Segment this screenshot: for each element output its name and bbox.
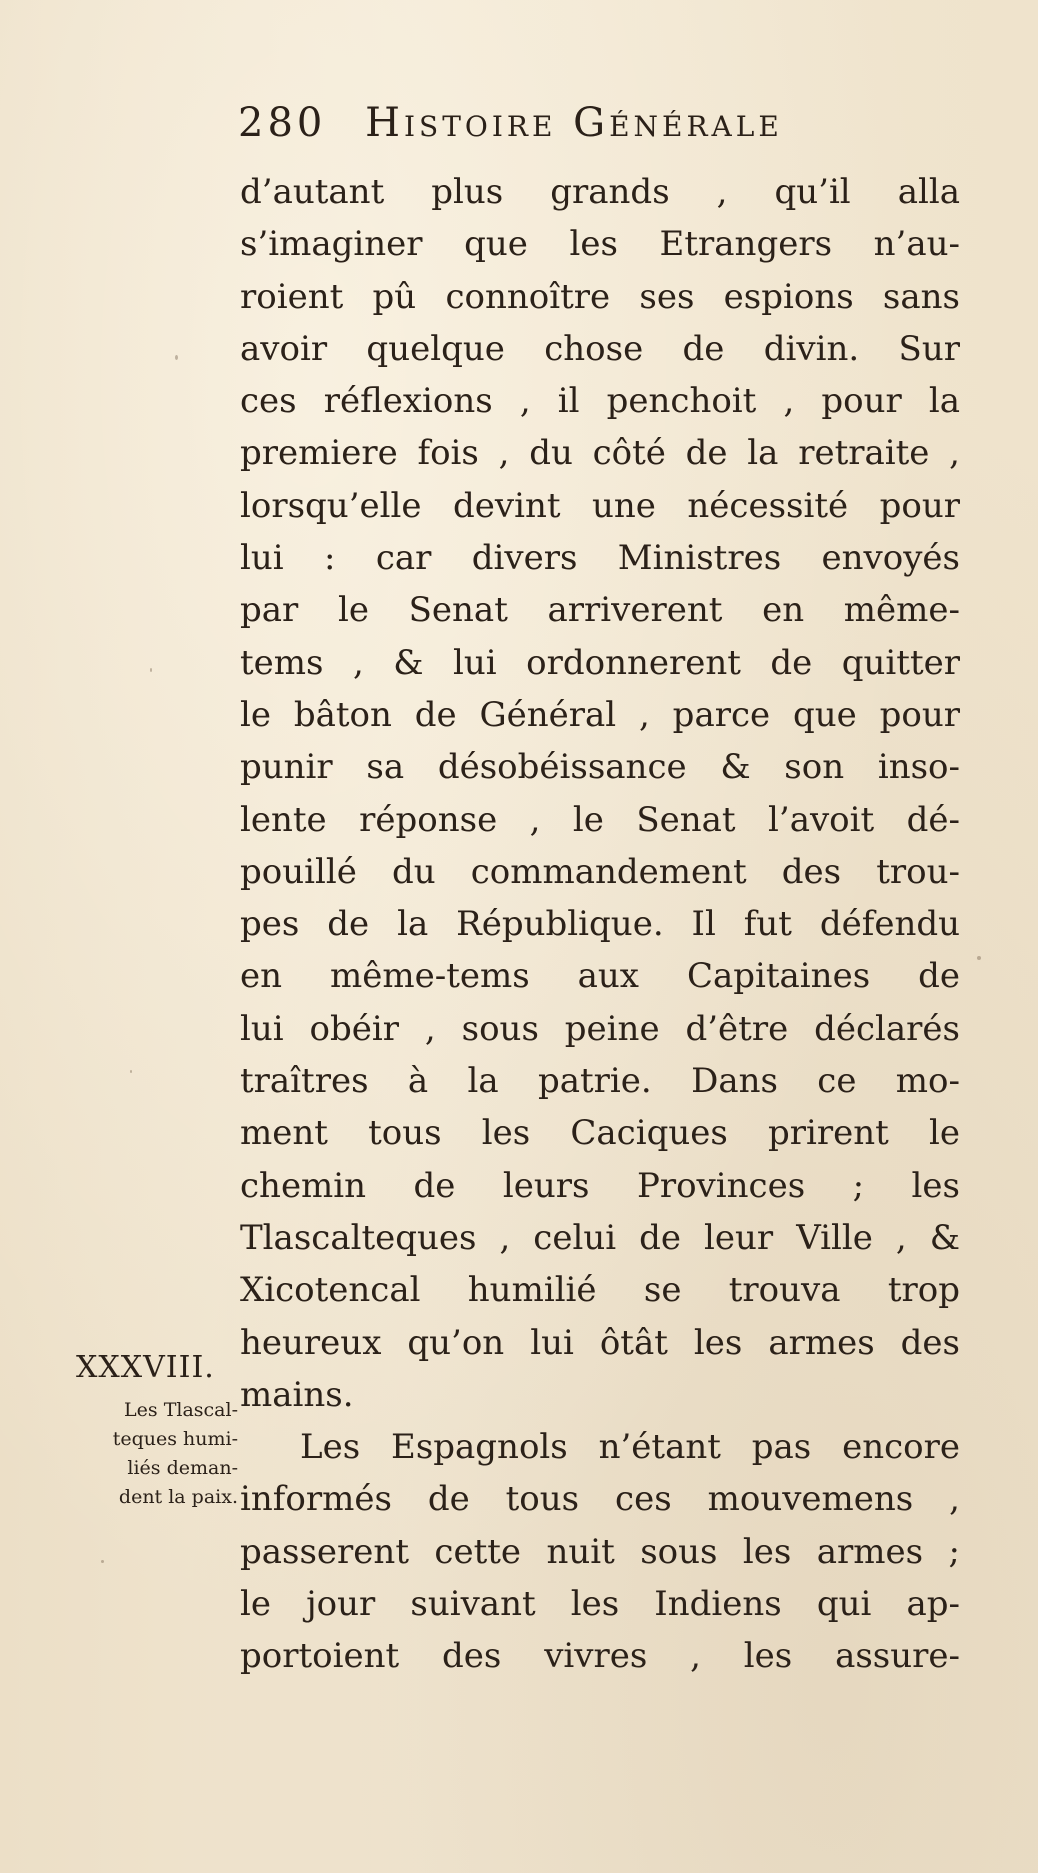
text-line: lui : car divers Ministres envoyés xyxy=(240,538,960,579)
paper-speck xyxy=(150,668,152,672)
paper-speck xyxy=(101,1560,104,1563)
text-line: portoient des vivres , les assure- xyxy=(240,1636,960,1677)
margin-note-line: liés deman- xyxy=(127,1457,238,1479)
text-line: informés de tous ces mouvemens , xyxy=(240,1479,960,1520)
book-title: Histoire Générale xyxy=(365,100,783,146)
page-number: 280 xyxy=(238,100,327,146)
text-line: heureux qu’on lui ôtât les armes des xyxy=(240,1322,960,1363)
text-line: tems , & lui ordonnerent de quitter xyxy=(240,642,960,683)
text-line: premiere fois , du côté de la retraite , xyxy=(240,433,960,474)
text-line: en même-tems aux Capitaines de xyxy=(240,956,960,997)
main-text-block xyxy=(240,166,960,1683)
text-line: d’autant plus grands , qu’il alla xyxy=(240,172,960,212)
text-line: avoir quelque chose de divin. Sur xyxy=(240,328,960,369)
paper-speck xyxy=(977,956,981,960)
text-line: Xicotencal humilié se trouva trop xyxy=(240,1270,960,1311)
text-line: lente réponse , le Senat l’avoit dé- xyxy=(240,799,960,840)
text-line: par le Senat arriverent en même- xyxy=(240,590,960,631)
text-line: lui obéir , sous peine d’être déclarés xyxy=(240,1008,960,1049)
text-line: Tlascalteques , celui de leur Ville , & xyxy=(240,1217,960,1258)
text-line: ment tous les Caciques prirent le xyxy=(240,1113,960,1154)
section-number: XXXVIII. xyxy=(76,1350,215,1385)
text-line: lorsqu’elle devint une nécessité pour xyxy=(240,485,960,526)
text-line: passerent cette nuit sous les armes ; xyxy=(240,1531,960,1572)
margin-note xyxy=(62,1396,238,1512)
text-line: s’imaginer que les Etrangers n’au- xyxy=(240,224,960,265)
text-line: le bâton de Général , parce que pour xyxy=(240,694,960,735)
text-line: mains. xyxy=(240,1374,354,1415)
section-first-line: Les Espagnols n’étant pas encore xyxy=(300,1427,960,1468)
margin-note-line: dent la paix. xyxy=(118,1486,238,1508)
text-line: pouillé du commandement des trou- xyxy=(240,851,960,892)
paper-speck xyxy=(130,1070,132,1073)
running-head xyxy=(238,100,918,160)
text-line: pes de la République. Il fut défendu xyxy=(240,904,960,945)
paper-speck xyxy=(175,355,178,360)
margin-note-line: Les Tlascal- xyxy=(124,1399,238,1421)
text-line: punir sa désobéissance & son inso- xyxy=(240,747,960,788)
margin-note-line: teques humi- xyxy=(112,1428,238,1450)
text-line: chemin de leurs Provinces ; les xyxy=(240,1165,960,1206)
text-line: le jour suivant les Indiens qui ap- xyxy=(240,1584,960,1625)
text-line: traîtres à la patrie. Dans ce mo- xyxy=(240,1061,960,1102)
text-line: roient pû connoître ses espions sans xyxy=(240,276,960,317)
text-line: ces réflexions , il penchoit , pour la xyxy=(240,381,960,422)
